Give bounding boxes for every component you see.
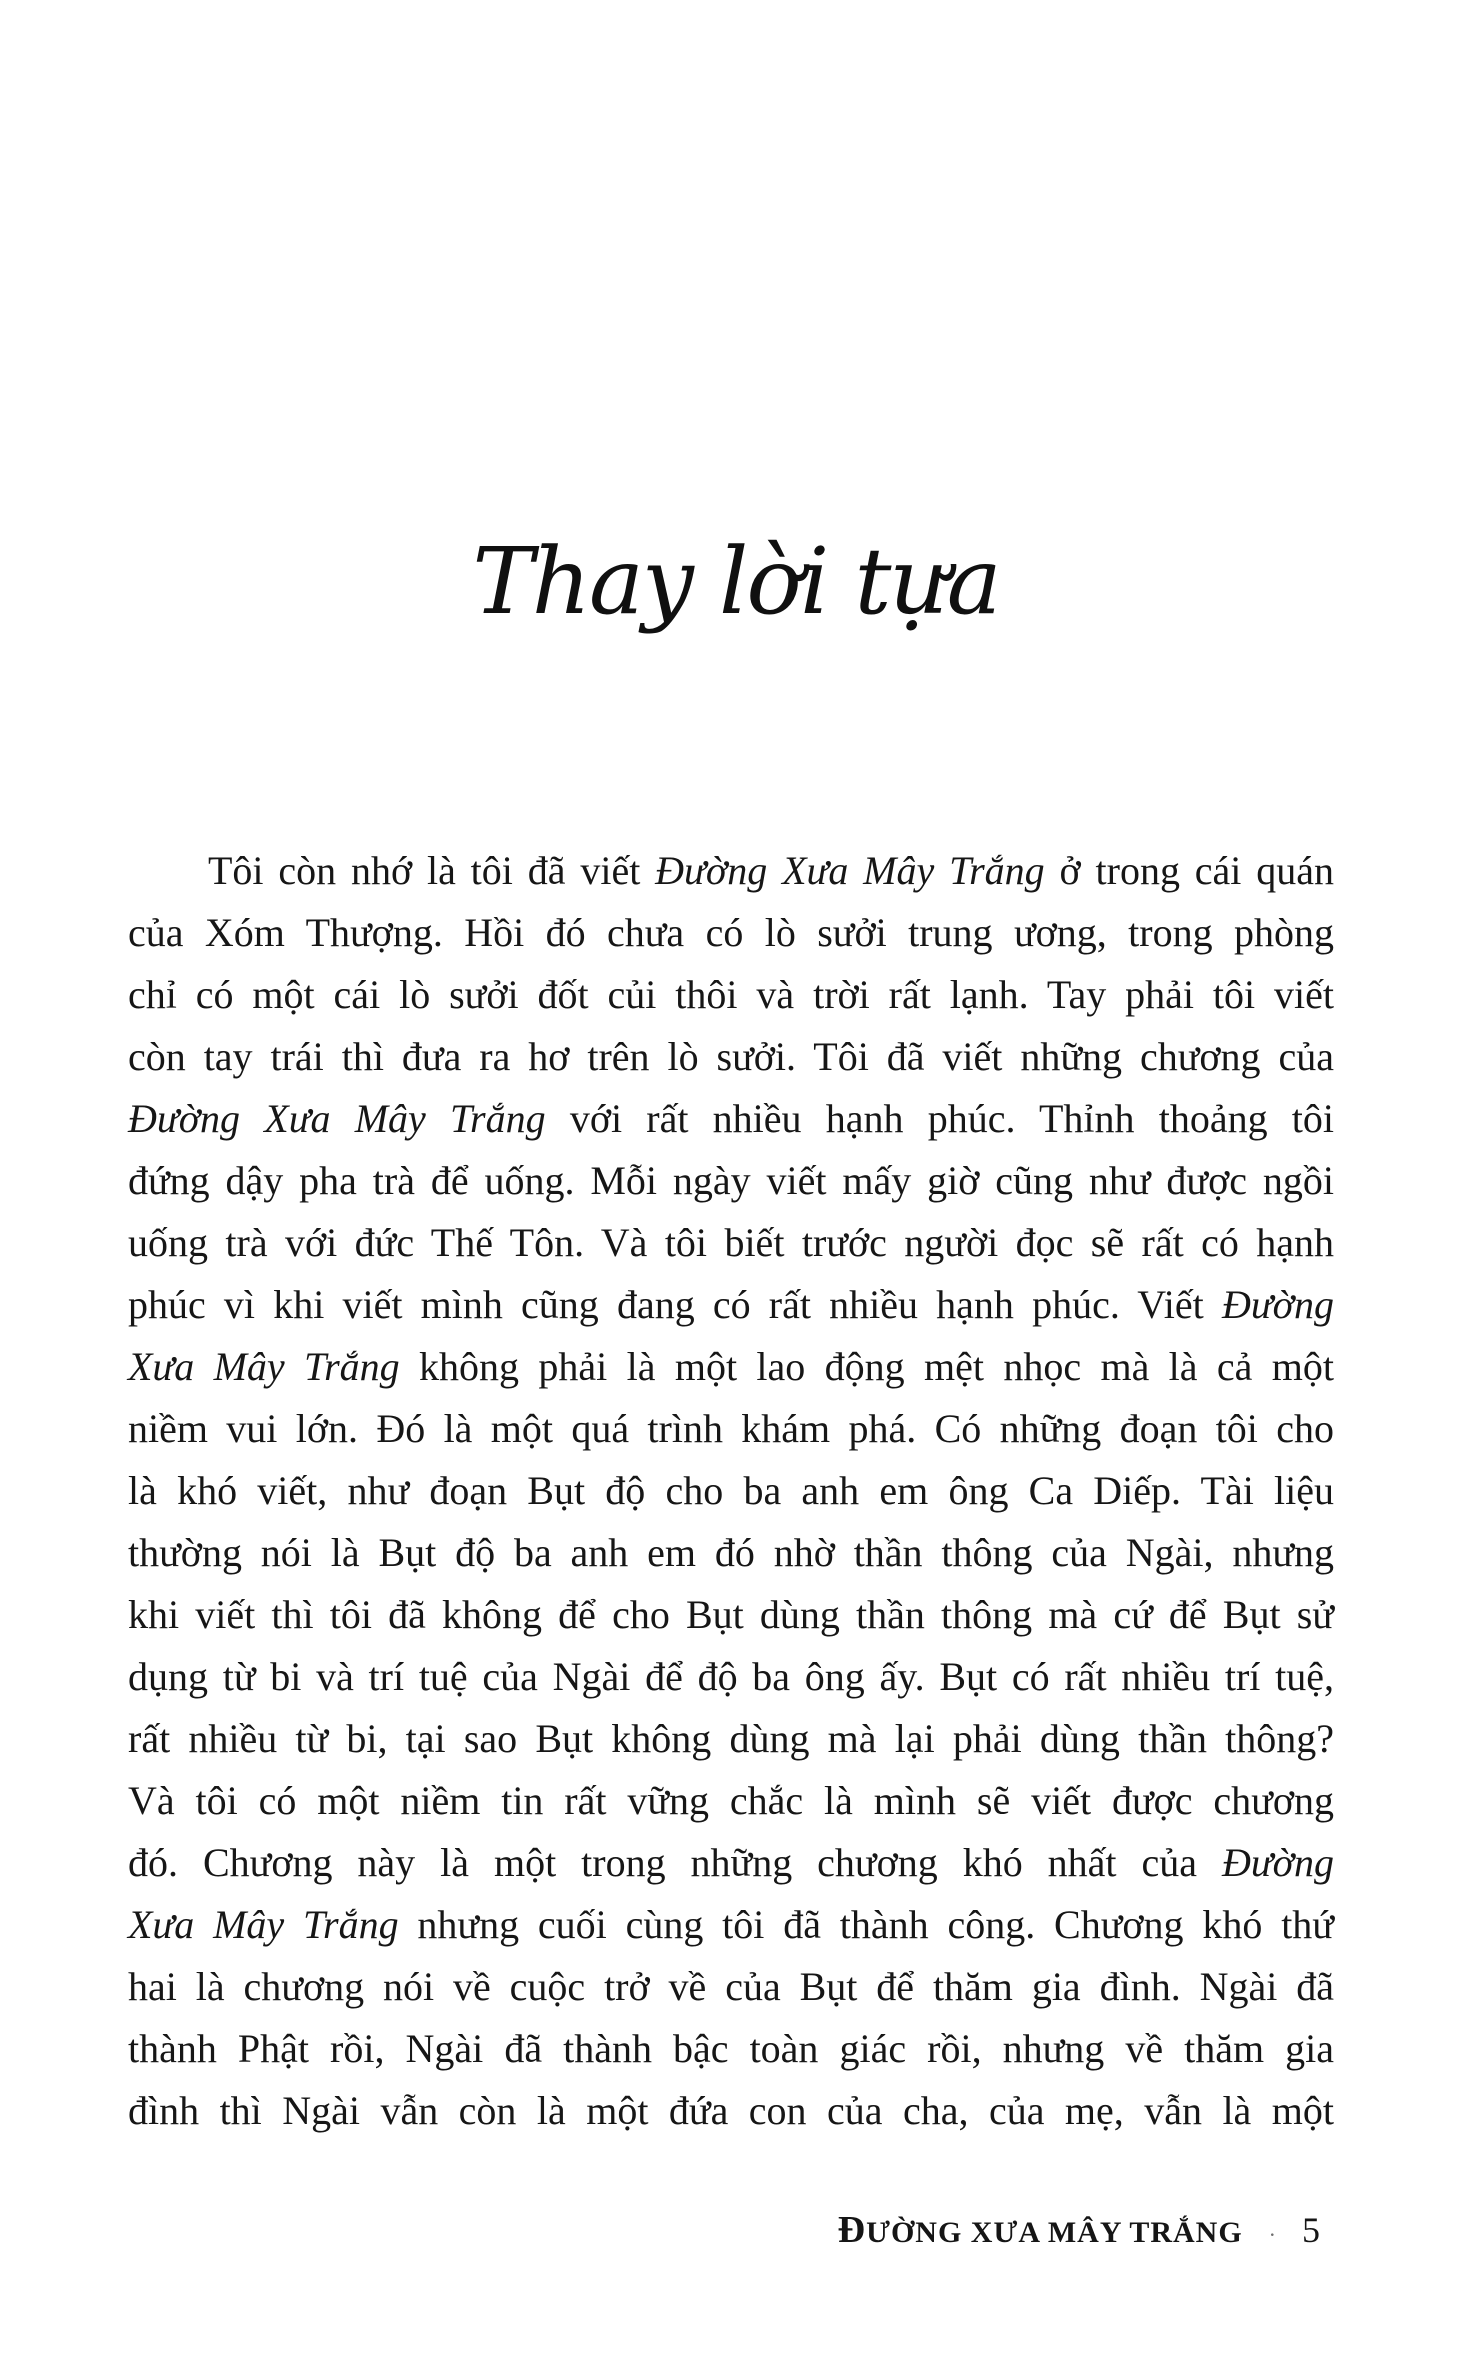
page-footer: [838, 2208, 1320, 2252]
body-segment: còn tay trái thì đưa ra hơ trên lò sưởi. Tôi đã viết những chương của: [128, 1034, 1334, 1079]
footer-page-number: 5: [1302, 2210, 1320, 2250]
body-segment: chỉ có một cái lò sưởi đốt củi thôi và trời rất lạnh. Tay phải tôi viết: [128, 972, 1334, 1017]
body-segment-italic: Đường: [1221, 1282, 1334, 1327]
body-line: [128, 1522, 1334, 1584]
body-segment: phúc vì khi viết mình cũng đang có rất nhiều hạnh phúc. Viết: [128, 1282, 1222, 1327]
body-line: [128, 1088, 1334, 1150]
footer-book-title: ĐƯỜNG XƯA MÂY TRẮNG: [837, 2209, 1243, 2251]
body-line: [128, 1584, 1334, 1646]
body-line: [128, 1832, 1334, 1894]
body-segment: Và tôi có một niềm tin rất vững chắc là mình sẽ viết được chương: [128, 1778, 1334, 1823]
body-line: [128, 1894, 1334, 1956]
body-segment: uống trà với đức Thế Tôn. Và tôi biết trước người đọc sẽ rất có hạnh: [128, 1220, 1334, 1265]
body-line: [128, 1274, 1334, 1336]
body-segment: thường nói là Bụt độ ba anh em đó nhờ thần thông của Ngài, nhưng: [128, 1530, 1334, 1575]
body-segment: dụng từ bi và trí tuệ của Ngài để độ ba ông ấy. Bụt có rất nhiều trí tuệ,: [128, 1654, 1334, 1699]
body-segment: đình thì Ngài vẫn còn là một đứa con của cha, của mẹ, vẫn là một: [128, 2088, 1334, 2133]
body-segment: với rất nhiều hạnh phúc. Thỉnh thoảng tôi: [545, 1096, 1335, 1141]
body-line: [128, 1770, 1334, 1832]
body-line: [128, 1956, 1334, 2018]
body-segment: nhưng cuối cùng tôi đã thành công. Chương khó thứ: [398, 1902, 1334, 1947]
chapter-title: Thay lời tựa: [472, 528, 1000, 635]
body-segment-italic: Xưa Mây Trắng: [128, 1902, 399, 1947]
body-segment: là khó viết, như đoạn Bụt độ cho ba anh em ông Ca Diếp. Tài liệu: [128, 1468, 1334, 1513]
body-segment-italic: Đường Xưa Mây Trắng: [655, 848, 1045, 893]
body-text: [128, 840, 1334, 2142]
body-line: [128, 1398, 1334, 1460]
body-segment: khi viết thì tôi đã không để cho Bụt dùng thần thông mà cứ để Bụt sử: [128, 1592, 1334, 1637]
body-segment: thành Phật rồi, Ngài đã thành bậc toàn giác rồi, nhưng về thăm gia: [128, 2026, 1334, 2071]
body-line: [128, 1150, 1334, 1212]
body-line: [128, 1212, 1334, 1274]
body-segment: rất nhiều từ bi, tại sao Bụt không dùng mà lại phải dùng thần thông?: [128, 1716, 1334, 1761]
body-line: [128, 1708, 1334, 1770]
body-line: [128, 1336, 1334, 1398]
body-segment: niềm vui lớn. Đó là một quá trình khám phá. Có những đoạn tôi cho: [128, 1406, 1334, 1451]
body-line: [128, 1460, 1334, 1522]
body-segment: Tôi còn nhớ là tôi đã viết: [208, 848, 656, 893]
body-line: [128, 2018, 1334, 2080]
body-line: [128, 840, 1334, 902]
body-segment-italic: Đường Xưa Mây Trắng: [128, 1096, 546, 1141]
body-line: [128, 2080, 1334, 2142]
body-segment: không phải là một lao động mệt nhọc mà là cả một: [399, 1344, 1334, 1389]
body-line: [128, 1026, 1334, 1088]
body-segment: hai là chương nói về cuộc trở về của Bụt để thăm gia đình. Ngài đã: [128, 1964, 1334, 2009]
body-segment: đứng dậy pha trà để uống. Mỗi ngày viết mấy giờ cũng như được ngồi: [128, 1158, 1334, 1203]
body-segment: ở trong cái quán: [1044, 848, 1335, 893]
body-segment: đó. Chương này là một trong những chương khó nhất của: [128, 1840, 1222, 1885]
body-line: [128, 1646, 1334, 1708]
body-segment-italic: Đường: [1221, 1840, 1334, 1885]
body-segment: của Xóm Thượng. Hồi đó chưa có lò sưởi trung ương, trong phòng: [128, 910, 1334, 955]
body-segment-italic: Xưa Mây Trắng: [128, 1344, 400, 1389]
footer-separator-dot: ·: [1268, 2222, 1276, 2247]
body-line: [128, 902, 1334, 964]
body-line: [128, 964, 1334, 1026]
